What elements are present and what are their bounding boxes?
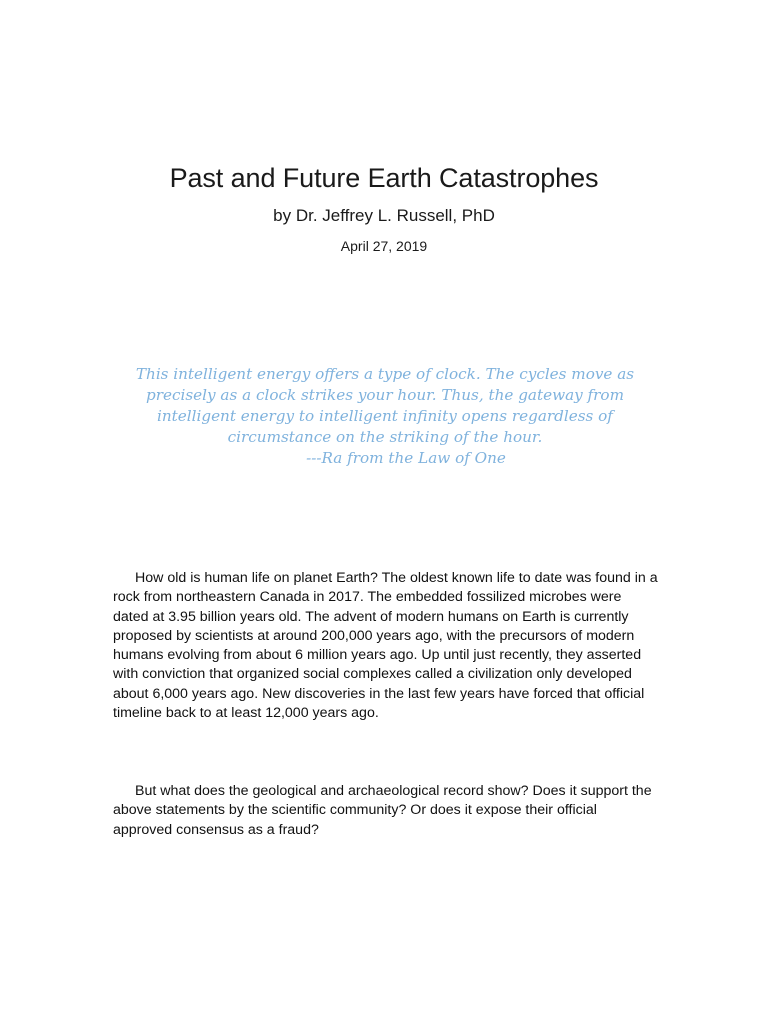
document-author: by Dr. Jeffrey L. Russell, PhD [273, 206, 495, 225]
paragraph-text: But what does the geological and archaeological record show? Does it support the above statements by the scientific community? Or does it expose their official approved consensus as a fraud? [113, 783, 652, 838]
paragraph-text: How old is human life on planet Earth? The oldest known life to date was found in a rock from northeastern Canada in 2017. The embedded fossilized microbes were dated at 3.95 billion years old. The advent of modern humans on Earth is currently proposed by scientists at around 200,000 years ago, with the precursors of modern humans evolving from about 6 million years ago. Up until just recently, they asserted with conviction that organized social complexes called a civilization only developed about 6,000 years ago. New discoveries in the last few years have forced that official timeline back to at least 12,000 years ago. [113, 570, 658, 722]
document-date: April 27, 2019 [340, 238, 428, 254]
body-paragraph-2 [113, 782, 658, 840]
document-title: Past and Future Earth Catastrophes [169, 163, 599, 193]
epigraph-attribution: ---Ra from the Law of One [306, 449, 506, 467]
body-paragraph-1 [113, 569, 658, 723]
epigraph-quote: This intelligent energy offers a type of clock. The cycles move as precisely as a clock strikes your hour. Thus, the gateway from intelligent energy to intelligent infinity opens regardless of circumstance on the striking of the hour. [135, 365, 635, 446]
epigraph [110, 364, 660, 469]
